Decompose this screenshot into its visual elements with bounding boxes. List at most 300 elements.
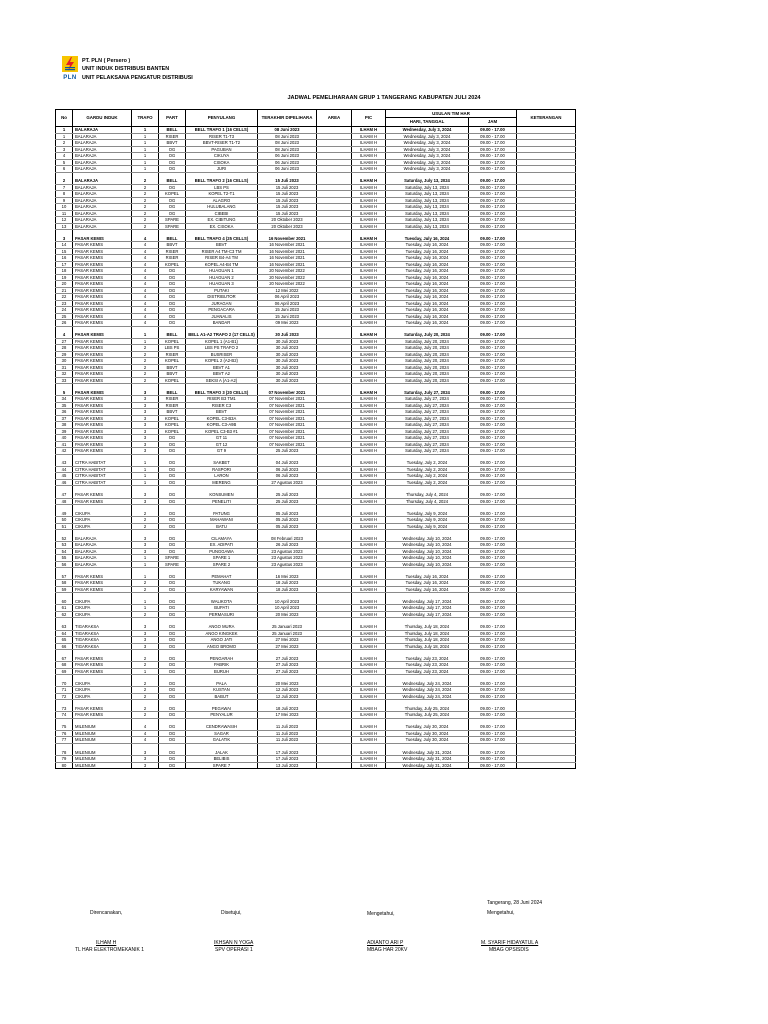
hari-tanggal: Saturday, July 20, 2024 — [386, 371, 469, 378]
gardu-induk: PASAR KEMIS — [73, 390, 132, 396]
penyulang: BELL TRAFO 1 (16 CELLS) — [186, 127, 258, 134]
pic: ILHAM H — [352, 294, 386, 301]
pic: ILHAM H — [352, 517, 386, 524]
terakhir-dipelihara: 11 Juli 2023 — [258, 730, 317, 737]
trafo: 4 — [132, 307, 159, 314]
penyulang: JURI — [186, 166, 258, 173]
trafo: 3 — [132, 396, 159, 403]
jam: 09.00 - 17.00 — [469, 737, 517, 744]
penyulang: EX. CISOKA — [186, 223, 258, 230]
penyulang: RISER B4-A4 TM — [186, 255, 258, 262]
trafo: 3 — [132, 492, 159, 498]
hari-tanggal: Tuesday, July 9, 2024 — [386, 511, 469, 517]
gardu-induk: PASAR KEMIS — [73, 396, 132, 403]
terakhir-dipelihara: 25 Juli 2023 — [258, 492, 317, 498]
part: OG — [159, 712, 186, 719]
penyulang: PENGARAH — [186, 656, 258, 662]
trafo: 4 — [132, 248, 159, 255]
trafo: 3 — [132, 409, 159, 416]
gardu-induk: CIKUPA — [73, 681, 132, 687]
row-no: 44 — [56, 466, 73, 473]
row-no: 62 — [56, 611, 73, 618]
part: RISER — [159, 255, 186, 262]
trafo: 2 — [132, 191, 159, 198]
row-no: 64 — [56, 630, 73, 637]
terakhir-dipelihara: 06 Juni 2023 — [258, 153, 317, 160]
hari-tanggal: Saturday, July 20, 2024 — [386, 338, 469, 345]
hari-tanggal: Tuesday, July 30, 2024 — [386, 730, 469, 737]
part: KOPEL — [159, 338, 186, 345]
pic: ILHAM H — [352, 492, 386, 498]
trafo: 3 — [132, 762, 159, 769]
terakhir-dipelihara: 05 Juli 2023 — [258, 517, 317, 524]
penyulang: SPARE 7 — [186, 762, 258, 769]
row-no: 51 — [56, 523, 73, 530]
penyulang: ANGO KINGKEK — [186, 630, 258, 637]
part: OG — [159, 624, 186, 630]
penyulang: JUANALIS — [186, 313, 258, 320]
row-no: 29 — [56, 351, 73, 358]
part: BBVT — [159, 364, 186, 371]
trafo: 2 — [132, 217, 159, 224]
row-no: 28 — [56, 345, 73, 352]
terakhir-dipelihara: 18 Juli 2023 — [258, 706, 317, 712]
pic: ILHAM H — [352, 548, 386, 555]
pic: ILHAM H — [352, 624, 386, 630]
row-no: 59 — [56, 586, 73, 593]
jam: 09.00 - 17.00 — [469, 428, 517, 435]
terakhir-dipelihara: 27 Juli 2023 — [258, 656, 317, 662]
part: RISER — [159, 133, 186, 140]
terakhir-dipelihara: 20 Oktober 2023 — [258, 223, 317, 230]
penyulang: KONSUMEN — [186, 492, 258, 498]
pic: ILHAM H — [352, 574, 386, 580]
pic: ILHAM H — [352, 681, 386, 687]
trafo: 3 — [132, 448, 159, 455]
gardu-induk: BALARAJA — [73, 159, 132, 166]
terakhir-dipelihara: 30 Juli 2023 — [258, 332, 317, 338]
hari-tanggal: Thursday, July 18, 2024 — [386, 637, 469, 644]
penyulang: JURAGAN — [186, 300, 258, 307]
sign-role: Mengetahui, — [487, 910, 515, 916]
terakhir-dipelihara: 30 Juli 2023 — [258, 351, 317, 358]
penyulang: PALA — [186, 681, 258, 687]
hari-tanggal: Saturday, July 27, 2024 — [386, 428, 469, 435]
pic: ILHAM H — [352, 555, 386, 562]
terakhir-dipelihara: 23 Agustus 2023 — [258, 555, 317, 562]
part: OG — [159, 274, 186, 281]
part: BBVT — [159, 242, 186, 249]
terakhir-dipelihara: 08 Juni 2023 — [258, 146, 317, 153]
hari-tanggal: Thursday, July 18, 2024 — [386, 630, 469, 637]
trafo: 1 — [132, 466, 159, 473]
jam: 09.00 - 17.00 — [469, 473, 517, 480]
terakhir-dipelihara: 06 Juli 2023 — [258, 466, 317, 473]
penyulang: BATU — [186, 523, 258, 530]
row-no: 67 — [56, 656, 73, 662]
terakhir-dipelihara: 30 Juli 2023 — [258, 345, 317, 352]
penyulang: DISTRIBUTOR — [186, 294, 258, 301]
trafo: 1 — [132, 338, 159, 345]
terakhir-dipelihara: 08 Juni 2023 — [258, 133, 317, 140]
trafo: 1 — [132, 668, 159, 675]
gardu-induk: CIKUPA — [73, 599, 132, 605]
part: OG — [159, 146, 186, 153]
gardu-induk: PASAR KEMIS — [73, 287, 132, 294]
hari-tanggal: Saturday, July 20, 2024 — [386, 332, 469, 338]
row-no: 49 — [56, 511, 73, 517]
hari-tanggal: Saturday, July 13, 2024 — [386, 204, 469, 211]
hari-tanggal: Tuesday, July 9, 2024 — [386, 523, 469, 530]
row-no: 78 — [56, 750, 73, 756]
col-area: AREA — [317, 110, 352, 127]
trafo: 1 — [132, 479, 159, 486]
terakhir-dipelihara: 11 Juli 2023 — [258, 737, 317, 744]
pic: ILHAM H — [352, 630, 386, 637]
jam: 09.00 - 17.00 — [469, 523, 517, 530]
trafo: 2 — [132, 693, 159, 700]
part: OG — [159, 662, 186, 669]
row-no: 70 — [56, 681, 73, 687]
trafo: 3 — [132, 428, 159, 435]
jam: 09.00 - 17.00 — [469, 762, 517, 769]
terakhir-dipelihara: 13 Juli 2023 — [258, 762, 317, 769]
hari-tanggal: Tuesday, July 16, 2024 — [386, 261, 469, 268]
jam: 09.00 - 17.00 — [469, 668, 517, 675]
penyulang: BABUT — [186, 693, 258, 700]
jam: 09.00 - 17.00 — [469, 390, 517, 396]
gardu-induk: BALARAJA — [73, 184, 132, 191]
jam: 09.00 - 17.00 — [469, 377, 517, 384]
terakhir-dipelihara: 04 Juli 2023 — [258, 460, 317, 466]
pic: ILHAM H — [352, 724, 386, 730]
terakhir-dipelihara: 10 April 2023 — [258, 605, 317, 612]
terakhir-dipelihara: 05 Juli 2023 — [258, 511, 317, 517]
jam: 09.00 - 17.00 — [469, 191, 517, 198]
penyulang: KOPEL C3-B3 #1 — [186, 428, 258, 435]
gardu-induk: PASAR KEMIS — [73, 574, 132, 580]
penyulang: BELIBIS — [186, 756, 258, 763]
pic: ILHAM H — [352, 210, 386, 217]
part: BELL — [159, 332, 186, 338]
document-title: JADWAL PEMELIHARAAN GRUP 1 TANGERANG KABUPATEN JULI 2024 — [287, 95, 481, 101]
jam: 09.00 - 17.00 — [469, 268, 517, 275]
row-no: 41 — [56, 441, 73, 448]
jam: 09.00 - 17.00 — [469, 236, 517, 242]
sign-role: Direncanakan, — [90, 910, 123, 916]
terakhir-dipelihara: 20 November 2022 — [258, 268, 317, 275]
jam: 09.00 - 17.00 — [469, 555, 517, 562]
hari-tanggal: Wednesday, July 10, 2024 — [386, 542, 469, 549]
trafo: 1 — [132, 127, 159, 134]
pic: ILHAM H — [352, 281, 386, 288]
jam: 09.00 - 17.00 — [469, 345, 517, 352]
pic: ILHAM H — [352, 668, 386, 675]
penyulang: SAGAR — [186, 730, 258, 737]
pic: ILHAM H — [352, 300, 386, 307]
terakhir-dipelihara: 07 November 2021 — [258, 396, 317, 403]
part: OG — [159, 706, 186, 712]
trafo: 2 — [132, 662, 159, 669]
jam: 09.00 - 17.00 — [469, 712, 517, 719]
hari-tanggal: Saturday, July 13, 2024 — [386, 197, 469, 204]
hari-tanggal: Wednesday, July 17, 2024 — [386, 611, 469, 618]
gardu-induk: PASAR KEMIS — [73, 668, 132, 675]
part: BELL — [159, 390, 186, 396]
terakhir-dipelihara: 09 Mei 2023 — [258, 320, 317, 327]
penyulang: TUKANG — [186, 580, 258, 587]
part: OG — [159, 605, 186, 612]
penyulang: CIKUYA — [186, 153, 258, 160]
part: OG — [159, 737, 186, 744]
pic: ILHAM H — [352, 364, 386, 371]
row-no: 5 — [56, 390, 73, 396]
penyulang: BELL TRAFO 4 (25 CELLS) — [186, 236, 258, 242]
part: BELL — [159, 236, 186, 242]
trafo: 3 — [132, 630, 159, 637]
pic: ILHAM H — [352, 712, 386, 719]
terakhir-dipelihara: 15 Juli 2023 — [258, 197, 317, 204]
gardu-induk: PASAR KEMIS — [73, 332, 132, 338]
part: OG — [159, 294, 186, 301]
hari-tanggal: Saturday, July 13, 2024 — [386, 184, 469, 191]
part: OG — [159, 492, 186, 498]
row-no: 31 — [56, 364, 73, 371]
penyulang: HUAGUAN 3 — [186, 281, 258, 288]
hari-tanggal: Saturday, July 20, 2024 — [386, 345, 469, 352]
penyulang: BBVT A2 — [186, 371, 258, 378]
trafo: 2 — [132, 351, 159, 358]
trafo: 1 — [132, 473, 159, 480]
terakhir-dipelihara: 08 Juni 2023 — [258, 127, 317, 134]
penyulang: MERENG — [186, 479, 258, 486]
pic: ILHAM H — [352, 287, 386, 294]
trafo: 2 — [132, 178, 159, 184]
trafo: 1 — [132, 159, 159, 166]
terakhir-dipelihara: 07 November 2021 — [258, 390, 317, 396]
trafo: 3 — [132, 750, 159, 756]
hari-tanggal: Tuesday, July 16, 2024 — [386, 574, 469, 580]
hari-tanggal: Tuesday, July 16, 2024 — [386, 274, 469, 281]
pic: ILHAM H — [352, 435, 386, 442]
hari-tanggal: Tuesday, July 23, 2024 — [386, 656, 469, 662]
terakhir-dipelihara: 30 Juli 2023 — [258, 371, 317, 378]
hari-tanggal: Saturday, July 13, 2024 — [386, 217, 469, 224]
penyulang: PENELITI — [186, 498, 258, 505]
part: OG — [159, 687, 186, 694]
part: OG — [159, 517, 186, 524]
pic: ILHAM H — [352, 656, 386, 662]
pic: ILHAM H — [352, 320, 386, 327]
terakhir-dipelihara: 07 November 2021 — [258, 422, 317, 429]
hari-tanggal: Saturday, July 20, 2024 — [386, 351, 469, 358]
hari-tanggal: Tuesday, July 16, 2024 — [386, 294, 469, 301]
jam: 09.00 - 17.00 — [469, 637, 517, 644]
gardu-induk: CIKUPA — [73, 517, 132, 524]
row-no: 38 — [56, 422, 73, 429]
terakhir-dipelihara: 20 Mei 2023 — [258, 681, 317, 687]
part: RISER — [159, 351, 186, 358]
jam: 09.00 - 17.00 — [469, 580, 517, 587]
part: OG — [159, 281, 186, 288]
pic: ILHAM H — [352, 460, 386, 466]
penyulang: KUSTAN — [186, 687, 258, 694]
trafo: 1 — [132, 166, 159, 173]
row-no: 43 — [56, 460, 73, 466]
penyulang: EX. ADIPATI — [186, 542, 258, 549]
jam: 09.00 - 17.00 — [469, 281, 517, 288]
row-no: 27 — [56, 338, 73, 345]
hari-tanggal: Saturday, July 20, 2024 — [386, 358, 469, 365]
penyulang: SEKSI A (A1-A2) — [186, 377, 258, 384]
terakhir-dipelihara: 17 Mei 2023 — [258, 712, 317, 719]
hari-tanggal: Saturday, July 13, 2024 — [386, 191, 469, 198]
row-no: 40 — [56, 435, 73, 442]
gardu-induk: PASAR KEMIS — [73, 498, 132, 505]
penyulang: LBS PS — [186, 184, 258, 191]
hari-tanggal: Tuesday, July 16, 2024 — [386, 248, 469, 255]
gardu-induk: PASAR KEMIS — [73, 261, 132, 268]
hari-tanggal: Tuesday, July 2, 2024 — [386, 479, 469, 486]
part: OG — [159, 611, 186, 618]
terakhir-dipelihara: 16 November 2021 — [258, 255, 317, 262]
gardu-induk: BALARAJA — [73, 146, 132, 153]
part: OG — [159, 204, 186, 211]
penyulang: KOPEL 2 (A2-B2) — [186, 358, 258, 365]
part: OG — [159, 750, 186, 756]
hari-tanggal: Wednesday, July 10, 2024 — [386, 548, 469, 555]
jam: 09.00 - 17.00 — [469, 396, 517, 403]
trafo: 2 — [132, 371, 159, 378]
hari-tanggal: Saturday, July 13, 2024 — [386, 210, 469, 217]
pic: ILHAM H — [352, 178, 386, 184]
penyulang: PATUNG — [186, 511, 258, 517]
terakhir-dipelihara: 07 November 2021 — [258, 415, 317, 422]
pic: ILHAM H — [352, 523, 386, 530]
row-no: 79 — [56, 756, 73, 763]
gardu-induk: PASAR KEMIS — [73, 242, 132, 249]
terakhir-dipelihara: 27 Mei 2023 — [258, 637, 317, 644]
gardu-induk: BALARAJA — [73, 536, 132, 542]
pic: ILHAM H — [352, 236, 386, 242]
pic: ILHAM H — [352, 313, 386, 320]
trafo: 1 — [132, 146, 159, 153]
pic: ILHAM H — [352, 153, 386, 160]
org-line: PT. PLN ( Persero ) — [82, 58, 131, 64]
row-no: 15 — [56, 248, 73, 255]
part: OG — [159, 197, 186, 204]
jam: 09.00 - 17.00 — [469, 422, 517, 429]
pic: ILHAM H — [352, 706, 386, 712]
part: OG — [159, 479, 186, 486]
pic: ILHAM H — [352, 248, 386, 255]
terakhir-dipelihara: 23 Agustus 2023 — [258, 561, 317, 568]
penyulang: HULUBALANG — [186, 204, 258, 211]
penyulang: GT 9 — [186, 448, 258, 455]
terakhir-dipelihara: 08 Juni 2023 — [258, 140, 317, 147]
jam: 09.00 - 17.00 — [469, 498, 517, 505]
row-no: 30 — [56, 358, 73, 365]
gardu-induk: PASAR KEMIS — [73, 345, 132, 352]
jam: 09.00 - 17.00 — [469, 511, 517, 517]
row-no: 54 — [56, 548, 73, 555]
row-no: 16 — [56, 255, 73, 262]
row-no: 68 — [56, 662, 73, 669]
trafo: 2 — [132, 687, 159, 694]
pic: ILHAM H — [352, 611, 386, 618]
pic: ILHAM H — [352, 358, 386, 365]
hari-tanggal: Thursday, July 25, 2024 — [386, 706, 469, 712]
row-no: 21 — [56, 287, 73, 294]
gardu-induk: PASAR KEMIS — [73, 402, 132, 409]
trafo: 4 — [132, 236, 159, 242]
row-no: 3 — [56, 146, 73, 153]
penyulang: BELL TRAFO 2 (16 CELLS) — [186, 178, 258, 184]
row-no: 76 — [56, 730, 73, 737]
gardu-induk: PASAR KEMIS — [73, 281, 132, 288]
gardu-induk: PASAR KEMIS — [73, 236, 132, 242]
terakhir-dipelihara: 12 Juli 2023 — [258, 687, 317, 694]
jam: 09.00 - 17.00 — [469, 517, 517, 524]
trafo: 3 — [132, 643, 159, 650]
terakhir-dipelihara: 12 Mei 2022 — [258, 287, 317, 294]
pic: ILHAM H — [352, 402, 386, 409]
part: KOPEL — [159, 261, 186, 268]
gardu-induk: PASAR KEMIS — [73, 448, 132, 455]
hari-tanggal: Wednesday, July 17, 2024 — [386, 605, 469, 612]
jam: 09.00 - 17.00 — [469, 210, 517, 217]
jam: 09.00 - 17.00 — [469, 184, 517, 191]
terakhir-dipelihara: 23 Agustus 2023 — [258, 548, 317, 555]
jam: 09.00 - 17.00 — [469, 630, 517, 637]
pic: ILHAM H — [352, 473, 386, 480]
trafo: 1 — [132, 555, 159, 562]
row-no: 18 — [56, 268, 73, 275]
pic: ILHAM H — [352, 599, 386, 605]
gardu-induk: PASAR KEMIS — [73, 320, 132, 327]
pic: ILHAM H — [352, 197, 386, 204]
part: OG — [159, 536, 186, 542]
penyulang: BBVT A1 — [186, 364, 258, 371]
trafo: 3 — [132, 637, 159, 644]
trafo: 2 — [132, 517, 159, 524]
terakhir-dipelihara: 15 Juli 2023 — [258, 191, 317, 198]
trafo: 2 — [132, 197, 159, 204]
penyulang: BUSRISER — [186, 351, 258, 358]
row-no: 32 — [56, 371, 73, 378]
pln-logo — [60, 54, 80, 81]
sign-name: M. SYARIF HIDAYATUL A — [481, 940, 539, 946]
part: SPARE — [159, 223, 186, 230]
trafo: 3 — [132, 498, 159, 505]
row-no: 1 — [56, 133, 73, 140]
penyulang: RISER A4 TM-C3 TM — [186, 248, 258, 255]
gardu-induk: PASAR KEMIS — [73, 248, 132, 255]
trafo: 2 — [132, 580, 159, 587]
penyulang: BANDAR — [186, 320, 258, 327]
penyulang: ANGO JATI — [186, 637, 258, 644]
jam: 09.00 - 17.00 — [469, 656, 517, 662]
col-hari-tanggal: HARI, TANGGAL — [386, 118, 469, 127]
gardu-induk: BALARAJA — [73, 210, 132, 217]
trafo: 4 — [132, 730, 159, 737]
gardu-induk: BALARAJA — [73, 197, 132, 204]
trafo: 2 — [132, 377, 159, 384]
jam: 09.00 - 17.00 — [469, 466, 517, 473]
pic: ILHAM H — [352, 730, 386, 737]
gardu-induk: BALARAJA — [73, 178, 132, 184]
part: RISER — [159, 396, 186, 403]
